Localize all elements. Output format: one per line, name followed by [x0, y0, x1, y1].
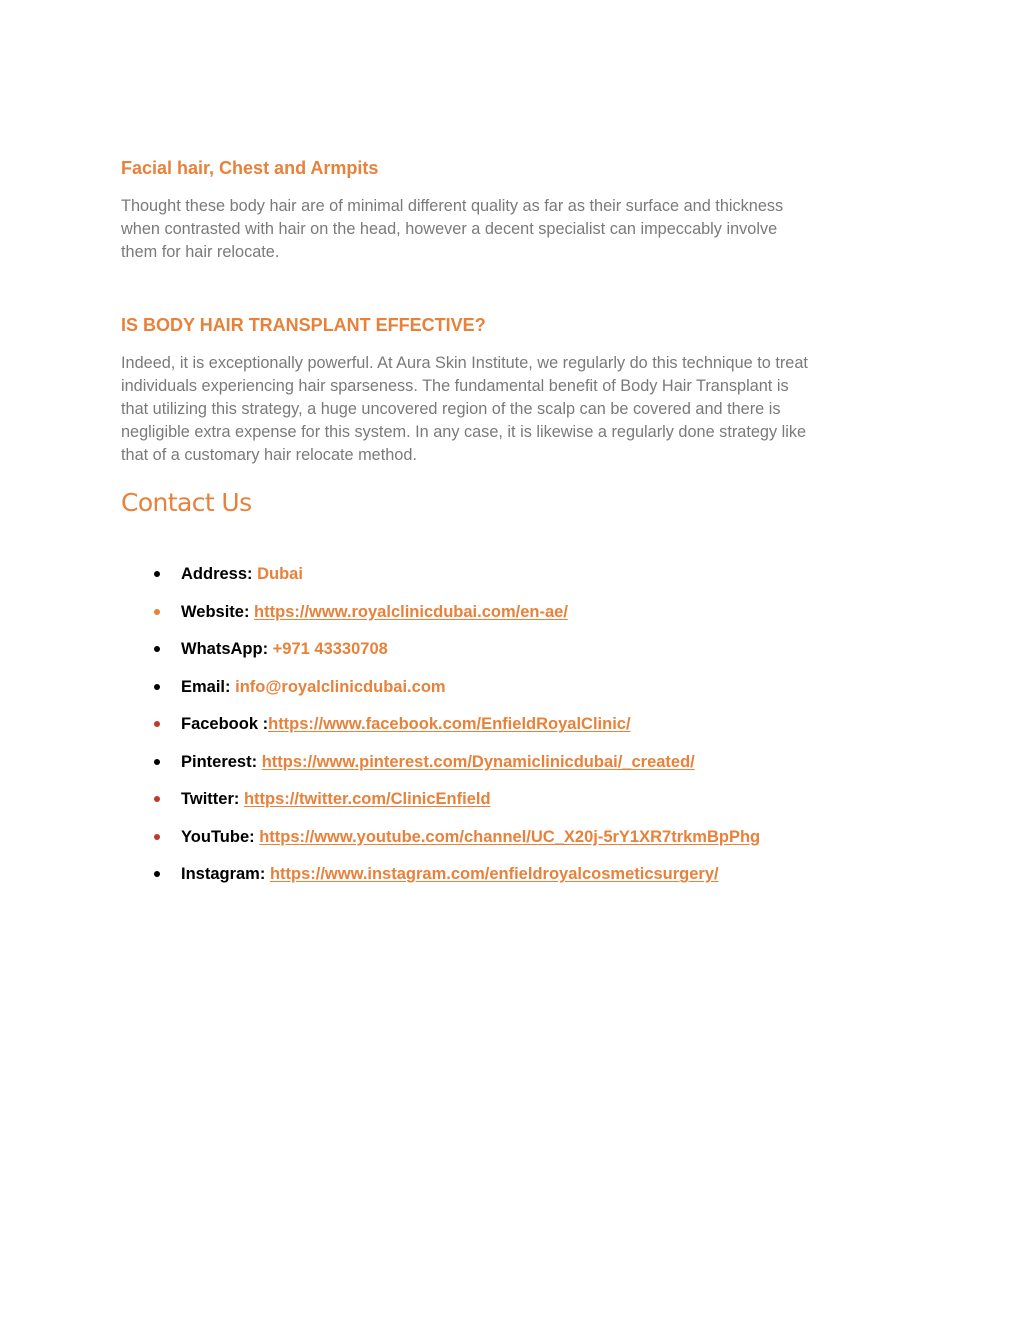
paragraph-line: that utilizing this strategy, a huge uncovered region of the scalp can be covered and there is: [121, 400, 781, 418]
website-link[interactable]: https://www.royalclinicdubai.com/en-ae/: [254, 602, 568, 621]
contact-label: Instagram:: [181, 865, 270, 883]
contact-item-website: [121, 598, 911, 636]
bullet-icon: [154, 796, 160, 802]
contact-item-address: [121, 560, 911, 598]
bullet-icon: [154, 571, 160, 577]
paragraph-line: negligible extra expense for this system. In any case, it is likewise a regularly done strategy like: [121, 423, 807, 441]
pinterest-link[interactable]: https://www.pinterest.com/Dynamiclinicdubai/_created/: [261, 752, 695, 771]
facebook-link[interactable]: https://www.facebook.com/EnfieldRoyalClinic/: [268, 715, 631, 733]
paragraph-line: Thought these body hair are of minimal different quality as far as their surface and thickness: [121, 197, 784, 215]
paragraph-line: Indeed, it is exceptionally powerful. At Aura Skin Institute, we regularly do this technique to treat: [121, 354, 808, 372]
paragraph-line: individuals experiencing hair sparseness. The fundamental benefit of Body Hair Transplant is: [121, 377, 789, 395]
contact-item-instagram: [121, 860, 911, 898]
bullet-icon: [154, 684, 160, 690]
contact-label: Twitter:: [181, 790, 244, 808]
contact-list: [121, 560, 911, 898]
contact-label: Address:: [181, 565, 258, 583]
bullet-icon: [154, 871, 160, 877]
email-value: info@royalclinicdubai.com: [235, 677, 446, 696]
bullet-icon: [154, 646, 160, 652]
contact-us-title: Contact Us: [121, 488, 252, 517]
contact-item-pinterest: [121, 748, 911, 786]
instagram-link[interactable]: https://www.instagram.com/enfieldroyalcosmeticsurgery/: [269, 865, 719, 883]
address-value: Dubai: [257, 565, 303, 583]
contact-label: Website:: [181, 602, 255, 621]
contact-item-facebook: [121, 710, 911, 748]
paragraph-line: them for hair relocate.: [121, 243, 280, 261]
contact-label: YouTube:: [181, 827, 260, 846]
whatsapp-value: +971 43330708: [272, 640, 388, 658]
effective-heading: IS BODY HAIR TRANSPLANT EFFECTIVE?: [121, 315, 486, 335]
contact-label: Email:: [181, 677, 236, 696]
bullet-icon: [154, 834, 160, 840]
contact-label: WhatsApp:: [181, 640, 273, 658]
paragraph-line: when contrasted with hair on the head, however a decent specialist can impeccably involve: [121, 220, 778, 238]
contact-label: Facebook :: [181, 715, 269, 733]
bullet-icon: [154, 759, 160, 765]
contact-item-twitter: [121, 785, 911, 823]
contact-item-whatsapp: [121, 635, 911, 673]
contact-item-email: [121, 673, 911, 711]
twitter-link[interactable]: https://twitter.com/ClinicEnfield: [243, 790, 491, 808]
bullet-icon: [154, 721, 160, 727]
contact-label: Pinterest:: [181, 752, 262, 771]
bullet-icon: [154, 609, 160, 615]
facial-hair-heading: Facial hair, Chest and Armpits: [121, 158, 379, 178]
effective-paragraph: [121, 352, 911, 467]
facial-hair-paragraph: [121, 195, 911, 264]
youtube-link[interactable]: https://www.youtube.com/channel/UC_X20j-5rY1XR7trkmBpPhg: [259, 827, 761, 846]
contact-item-youtube: [121, 823, 911, 861]
paragraph-line: that of a customary hair relocate method.: [121, 446, 417, 464]
